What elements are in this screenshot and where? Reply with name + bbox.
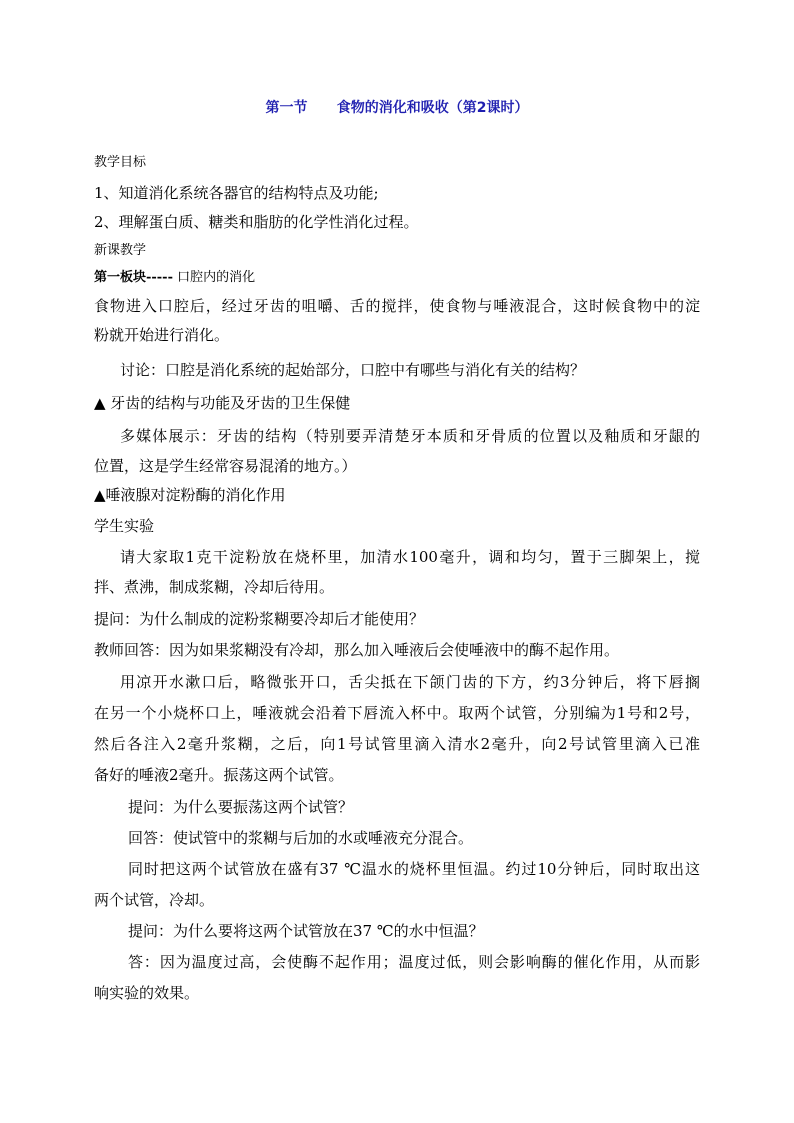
block-heading [94,268,700,288]
section-heading-experiment: 学生实验 [94,517,155,535]
paragraph-line: 请大家取1克干淀粉放在烧杯里，加清水100毫升，调和均匀，置于三脚架上，搅 [120,548,700,566]
question-line: 提问：为什么要将这两个试管放在37 ℃的水中恒温？ [128,922,484,940]
paragraph-line: 响实验的效果。 [94,984,200,1002]
paragraph-line: 然后各注入2毫升浆糊，之后，向1号试管里滴入清水2毫升，向2号试管里滴入已准 [94,735,700,753]
paragraph-line: 同时把这两个试管放在盛有37 ℃温水的烧杯里恒温。约过10分钟后，同时取出这 [128,860,700,878]
paragraph-line: 备好的唾液2毫升。振荡这两个试管。 [94,766,344,784]
question-line: 提问：为什么要振荡这两个试管？ [128,798,354,816]
block-heading-topic: 口腔内的消化 [172,270,256,285]
triangle-heading-saliva: ▲唾液腺对淀粉酶的消化作用 [94,486,286,504]
page-title: 第一节 食物的消化和吸收（第2课时） [265,100,529,116]
section-heading-new-lesson: 新课教学 [94,243,147,258]
answer-line: 教师回答：因为如果浆糊没有冷却，那么加入唾液后会使唾液中的酶不起作用。 [94,641,620,659]
section-heading-objectives: 教学目标 [94,155,147,170]
triangle-heading-teeth: ▲ 牙齿的结构与功能及牙齿的卫生保健 [94,394,351,412]
paragraph-line: 多媒体展示：牙齿的结构（特别要弄清楚牙本质和牙骨质的位置以及釉质和牙龈的 [120,427,700,445]
paragraph-line: 两个试管，冷却。 [94,891,215,909]
paragraph-line: 在另一个小烧杯口上，唾液就会沿着下唇流入杯中。取两个试管，分别编为1号和2号， [94,704,700,722]
question-line: 提问：为什么制成的淀粉浆糊要冷却后才能使用？ [94,610,425,628]
answer-line: 答：因为温度过高，会使酶不起作用；温度过低，则会影响酶的催化作用，从而影 [128,953,700,971]
paragraph-line: 用凉开水漱口后，略微张开口，舌尖抵在下颌门齿的下方，约3分钟后，将下唇搁 [120,673,700,691]
paragraph-line: 粉就开始进行消化。 [94,326,230,344]
block-heading-label: 第一板块----- [94,270,173,285]
paragraph-line: 拌、煮沸，制成浆糊，冷却后待用。 [94,578,335,596]
answer-line: 回答：使试管中的浆糊与后加的水或唾液充分混合。 [128,829,474,847]
paragraph-line: 食物进入口腔后，经过牙齿的咀嚼、舌的搅拌，使食物与唾液混合，这时候食物中的淀 [94,297,700,315]
objective-2: 2、理解蛋白质、糖类和脂肪的化学性消化过程。 [94,213,419,231]
discussion-line: 讨论：口腔是消化系统的起始部分，口腔中有哪些与消化有关的结构？ [120,361,586,379]
paragraph-line: 位置，这是学生经常容易混淆的地方。） [94,457,357,475]
objective-1: 1、知道消化系统各器官的结构特点及功能; [94,184,379,202]
